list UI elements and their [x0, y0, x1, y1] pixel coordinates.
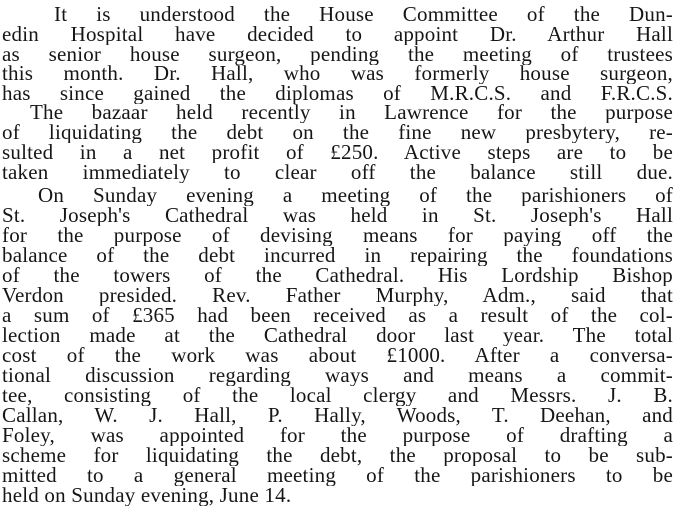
text-line: On Sunday evening a meeting of the parishioners of — [38, 185, 673, 206]
text-line: cost of the work was about £1000. After a conversa- — [2, 345, 673, 366]
text-line: taken immediately to clear off the balance still due. — [2, 162, 673, 183]
text-line: scheme for liquidating the debt, the proposal to be sub- — [2, 445, 673, 466]
text-line: Callan, W. J. Hall, P. Hally, Woods, T. Deehan, and — [2, 405, 673, 426]
text-line: Foley, was appointed for the purpose of drafting a — [2, 425, 673, 446]
text-line: tional discussion regarding ways and means a commit- — [2, 365, 673, 386]
text-line: as senior house surgeon, pending the meeting of trustees — [2, 44, 673, 65]
text-line: St. Joseph's Cathedral was held in St. Joseph's Hall — [2, 205, 673, 226]
text-line: of liquidating the debt on the fine new presbytery, re- — [2, 122, 673, 143]
text-line: It is understood the House Committee of the Dun- — [54, 4, 673, 25]
text-line: has since gained the diplomas of M.R.C.S. and F.R.C.S. — [2, 83, 673, 104]
text-line: lection made at the Cathedral door last year. The total — [2, 325, 673, 346]
text-line: The bazaar held recently in Lawrence for the purpose — [30, 102, 673, 123]
text-line: this month. Dr. Hall, who was formerly house surgeon, — [2, 63, 673, 84]
text-line: tee, consisting of the local clergy and Messrs. J. B. — [2, 385, 673, 406]
text-line: held on Sunday evening, June 14. — [2, 485, 292, 506]
text-line: mitted to a general meeting of the parishioners to be — [2, 465, 673, 486]
text-line: of the towers of the Cathedral. His Lordship Bishop — [2, 265, 673, 286]
text-line: a sum of £365 had been received as a result of the col- — [2, 305, 673, 326]
text-line: Verdon presided. Rev. Father Murphy, Adm., said that — [2, 285, 673, 306]
text-line: sulted in a net profit of £250. Active steps are to be — [2, 142, 673, 163]
text-line: edin Hospital have decided to appoint Dr. Arthur Hall — [2, 24, 673, 45]
text-line: balance of the debt incurred in repairing the foundations — [2, 245, 673, 266]
text-line: for the purpose of devising means for paying off the — [2, 225, 673, 246]
